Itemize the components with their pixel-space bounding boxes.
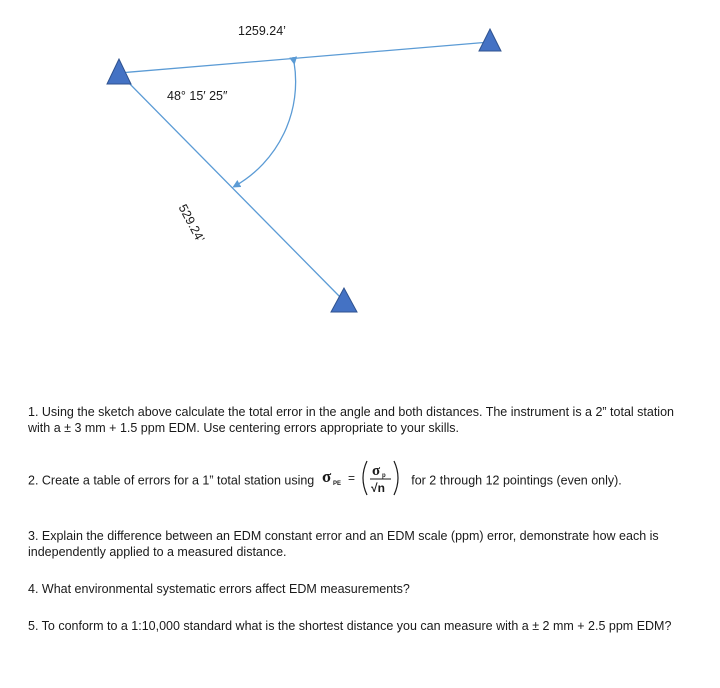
traverse-sketch xyxy=(0,0,720,330)
distance-label-top: 1259.24’ xyxy=(238,24,286,38)
question-2-prefix: 2. Create a table of errors for a 1” total station using xyxy=(28,473,315,488)
formula-numerator-subscript: p xyxy=(381,473,386,479)
station-triangle-left xyxy=(107,59,131,84)
question-3: 3. Explain the difference between an EDM constant error and an EDM scale (ppm) error, demonstrate how each is independently applied to a measured distance. xyxy=(28,529,659,559)
question-5: 5. To conform to a 1:10,000 standard what is the shortest distance you can measure with a ± 2 mm + 2.5 ppm EDM? xyxy=(28,619,672,633)
question-2-suffix: for 2 through 12 pointings (even only). xyxy=(411,473,622,488)
pointing-error-formula xyxy=(322,458,404,504)
formula-equals: = xyxy=(347,471,355,485)
formula-numerator-symbol: σ xyxy=(371,463,380,479)
formula-lhs-subscript: PE xyxy=(332,481,341,487)
formula-denominator: √n xyxy=(370,481,385,495)
distance-label-diagonal: 529.24’ xyxy=(175,202,208,245)
angle-arc xyxy=(235,62,296,186)
formula-lhs-symbol: σ xyxy=(321,467,331,486)
question-4: 4. What environmental systematic errors affect EDM measurements? xyxy=(28,582,410,596)
question-1: 1. Using the sketch above calculate the total error in the angle and both distances. The instrument is a 2” total station with a ± 3 mm + 1.5 ppm EDM. Use centering errors appropriate to your skills. xyxy=(28,405,674,435)
question-2 xyxy=(28,458,698,504)
angle-label: 48° 15′ 25″ xyxy=(167,89,228,103)
station-triangle-right xyxy=(479,29,501,51)
traverse-line-top xyxy=(119,42,490,73)
traverse-line-diagonal xyxy=(119,73,343,300)
